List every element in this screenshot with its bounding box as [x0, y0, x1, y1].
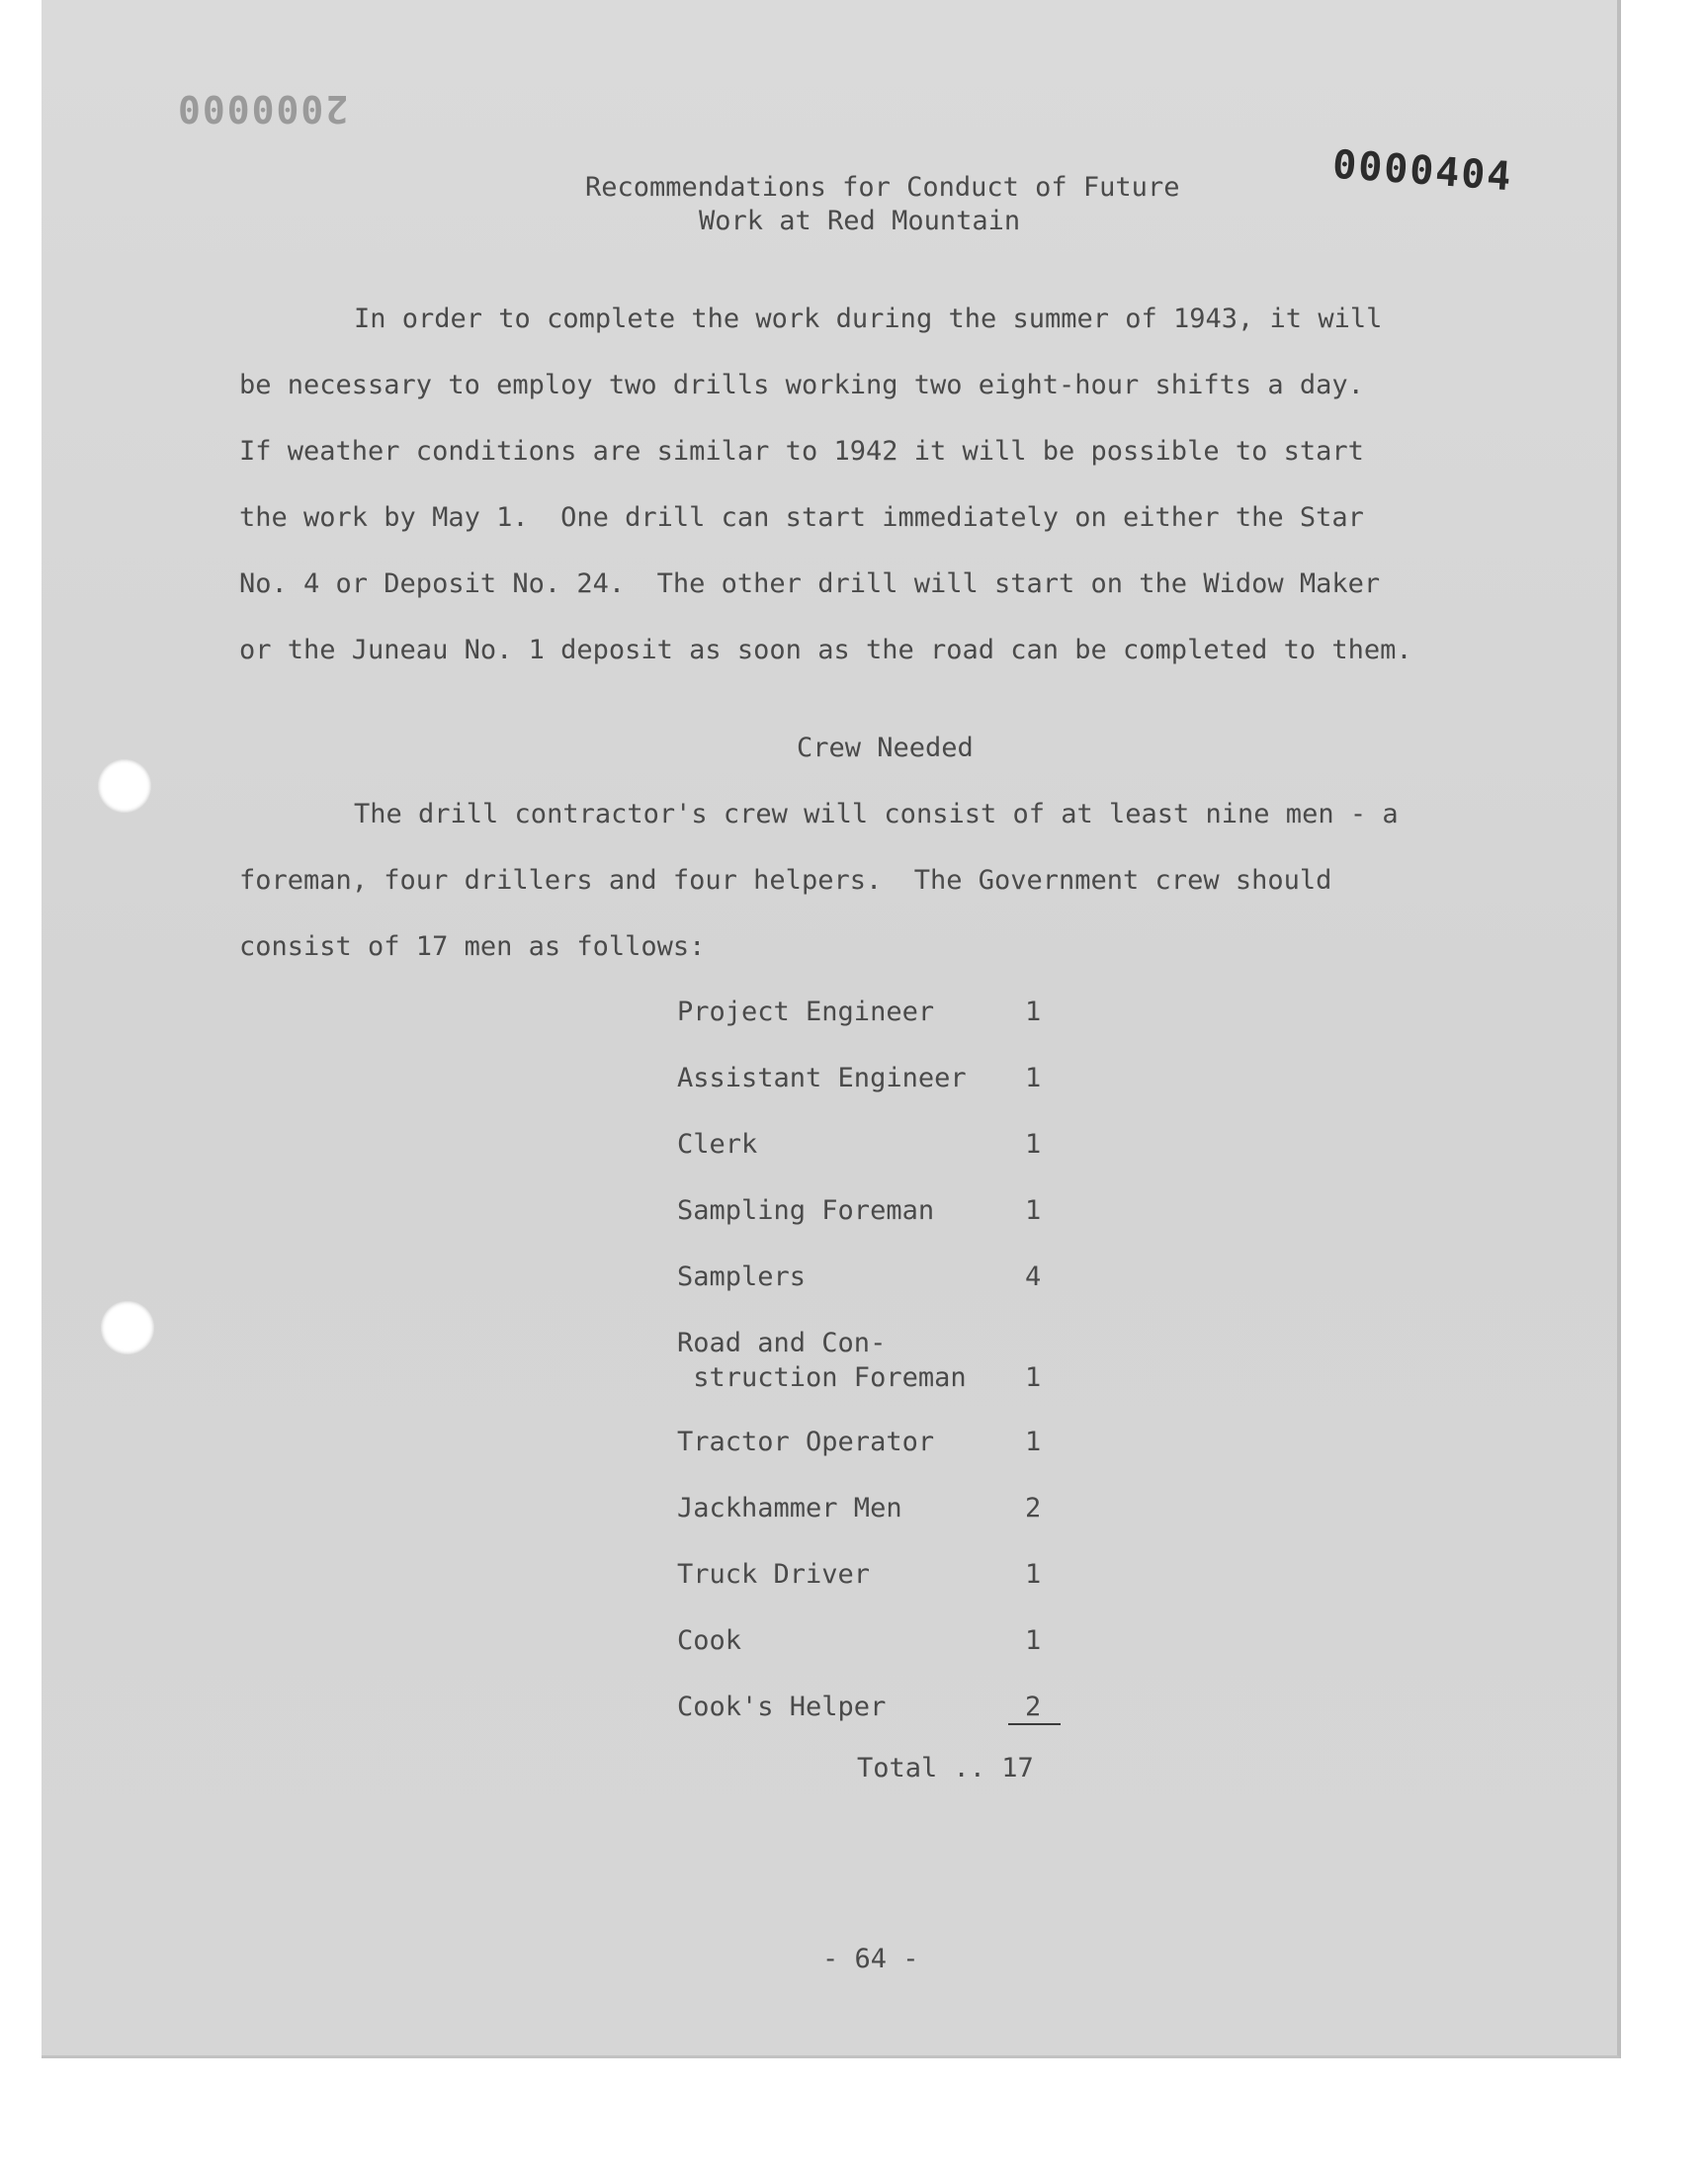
paragraph-line: In order to complete the work during the summer of 1943, it will [354, 304, 1383, 334]
crew-count: 1 [1025, 1063, 1042, 1093]
stamp-number: 0000404 [1330, 141, 1514, 201]
crew-count: 1 [1025, 1427, 1042, 1457]
crew-count: 1 [1025, 997, 1042, 1027]
section-heading: Crew Needed [797, 733, 974, 763]
crew-count: 2 [1025, 1493, 1042, 1523]
crew-count: 1 [1025, 1129, 1042, 1160]
crew-role: Assistant Engineer [677, 1063, 967, 1093]
crew-count: 1 [1025, 1362, 1042, 1393]
crew-count: 2 [1025, 1692, 1042, 1722]
crew-row [0, 997, 1708, 1036]
paragraph-line: foreman, four drillers and four helpers. The Government crew should [239, 865, 1332, 896]
crew-row [0, 1195, 1708, 1235]
paragraph-line: the work by May 1. One drill can start immediately on either the Star [239, 502, 1364, 533]
title-line-2: Work at Red Mountain [699, 206, 1021, 236]
crew-role: Tractor Operator [677, 1427, 935, 1457]
crew-role: Sampling Foreman [677, 1195, 935, 1226]
crew-row [0, 1063, 1708, 1102]
crew-count: 1 [1025, 1559, 1042, 1590]
page-number: - 64 - [822, 1944, 919, 1974]
paragraph-line: be necessary to employ two drills working two eight-hour shifts a day. [239, 370, 1364, 400]
paragraph-line: No. 4 or Deposit No. 24. The other drill will start on the Widow Maker [239, 568, 1381, 599]
paragraph-line: or the Juneau No. 1 deposit as soon as the road can be completed to them. [239, 635, 1412, 665]
crew-role: Cook's Helper [677, 1692, 887, 1722]
crew-count: 1 [1025, 1625, 1042, 1656]
paragraph-line: The drill contractor's crew will consist of at least nine men - a [354, 799, 1399, 829]
title-line-1: Recommendations for Conduct of Future [585, 172, 1180, 203]
crew-row [0, 1559, 1708, 1599]
crew-role: Project Engineer [677, 997, 935, 1027]
crew-role: Cook [677, 1625, 742, 1656]
paragraph-line: consist of 17 men as follows: [239, 931, 706, 962]
crew-row [0, 1262, 1708, 1301]
sum-underline [1008, 1723, 1061, 1725]
crew-role: struction Foreman [677, 1362, 967, 1393]
crew-row [0, 1129, 1708, 1169]
crew-role: Clerk [677, 1129, 758, 1160]
paragraph-line: If weather conditions are similar to 1942 it will be possible to start [239, 436, 1364, 467]
crew-row [0, 1493, 1708, 1532]
crew-row [0, 1328, 1708, 1407]
crew-role: Jackhammer Men [677, 1493, 902, 1523]
crew-count: 1 [1025, 1195, 1042, 1226]
total-line: Total .. 17 [857, 1753, 1034, 1784]
crew-row [0, 1427, 1708, 1466]
crew-row [0, 1692, 1708, 1731]
crew-role-line1: Road and Con- [677, 1328, 887, 1358]
crew-row [0, 1625, 1708, 1665]
crew-count: 4 [1025, 1262, 1042, 1292]
crew-role: Samplers [677, 1262, 807, 1292]
punch-hole-upper [98, 759, 151, 813]
crew-role: Truck Driver [677, 1559, 871, 1590]
mirrored-stamp-number: 2000000 [176, 87, 349, 130]
